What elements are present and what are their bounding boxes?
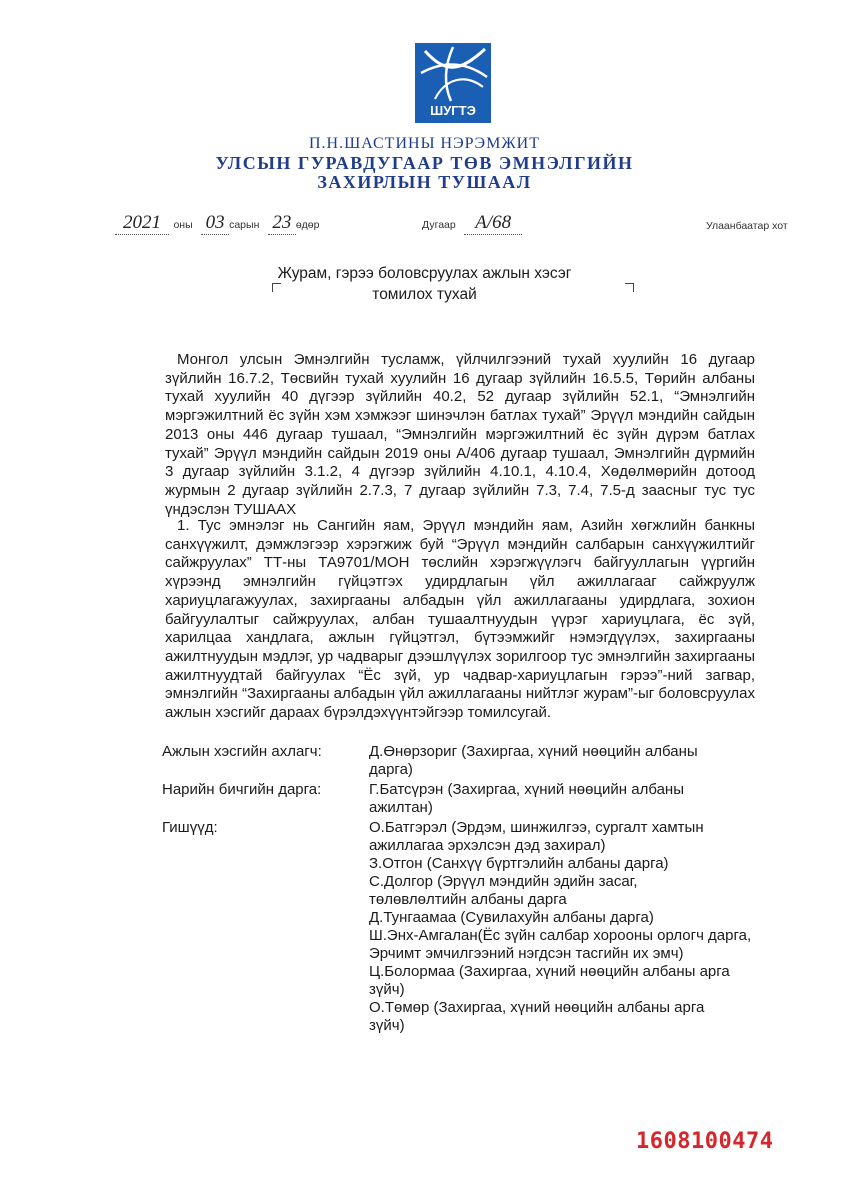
member-line: ажиллагаа эрхэлсэн дэд захирал) [369, 837, 606, 854]
date-month-suffix: сарын [229, 219, 260, 231]
date-row [115, 212, 319, 235]
head-line-1: Д.Өнөрзориг (Захиргаа, хүний нөөцийн албаны [369, 743, 698, 760]
logo-text: ШУГТЭ [430, 103, 476, 118]
members-list [369, 819, 809, 1035]
member-line: Д.Тунгаамаа (Сувилахуйн албаны дарга) [369, 909, 654, 926]
header-line-2: УЛСЫН ГУРАВДУГААР ТӨВ ЭМНЭЛГИЙН [215, 153, 634, 173]
date-month: 03 [201, 212, 229, 235]
header-line-3: ЗАХИРЛЫН ТУШААЛ [317, 172, 532, 192]
secretary-name [369, 781, 769, 817]
order-title-line-1: Журам, гэрээ боловсруулах ажлын хэсэг [277, 265, 572, 282]
order-title [0, 263, 849, 305]
number-label: Дугаар [422, 219, 456, 231]
member-line: С.Долгор (Эрүүл мэндийн эдийн засаг, [369, 873, 638, 890]
order-number-row [422, 212, 522, 235]
city-label: Улаанбаатар хот [706, 220, 788, 232]
date-year-suffix: оны [173, 219, 193, 231]
order-title-line-2: томилох тухай [372, 286, 477, 303]
hospital-logo [415, 43, 491, 123]
head-line-2: дарга) [369, 761, 413, 778]
serial-number: 1608100474 [636, 1129, 774, 1154]
secretary-line-2: ажилтан) [369, 799, 433, 816]
head-label: Ажлын хэсгийн ахлагч: [162, 743, 322, 760]
secretary-line-1: Г.Батсүрэн (Захиргаа, хүний нөөцийн албаны [369, 781, 684, 798]
member-line: З.Отгон (Санхүү бүртгэлийн албаны дарга) [369, 855, 669, 872]
date-day: 23 [268, 212, 296, 235]
head-name [369, 743, 769, 779]
header-line-1: П.Н.ШАСТИНЫ НЭРЭМЖИТ [309, 135, 540, 152]
date-year: 2021 [115, 212, 169, 235]
member-line: Эрчимт эмчилгээний нэгдсэн тасгийн их эмч) [369, 945, 684, 962]
member-line: төлөвлөлтийн албаны дарга [369, 891, 567, 908]
member-line: О.Батгэрэл (Эрдэм, шинжилгээ, сургалт хамтын [369, 819, 704, 836]
secretary-label: Нарийн бичгийн дарга: [162, 781, 322, 798]
members-label: Гишүүд: [162, 819, 218, 836]
order-number: A/68 [464, 212, 522, 235]
member-line: Ц.Болормаа (Захиргаа, хүний нөөцийн албаны арга [369, 963, 730, 980]
member-line: О.Төмөр (Захиргаа, хүний нөөцийн албаны арга [369, 999, 705, 1016]
member-line: Ш.Энх-Амгалан(Ёс зүйн салбар хорооны орлогч дарга, [369, 927, 752, 944]
member-line: зүйч) [369, 981, 405, 998]
date-day-suffix: өдөр [295, 219, 320, 231]
clause-1-paragraph: 1. Тус эмнэлэг нь Сангийн яам, Эрүүл мэндийн яам, Азийн хөгжлийн банкны санхүүжилт, дэмжлэгээр хэрэгжиж буй “Эрүүл мэндийн салбарын санхүүжилтийг сайжруулах” ТТ-ны ТА9701/МОН төслийн хэрэгжүүлэгч байгууллагын үүргийн хүрээнд эмнэлгийн гүйцэтгэх удирдлагын үйл ажиллагааг сайжруулж хариуцлагажуулах, захиргааны албадын үйл ажиллагааны удирдлага, зохион байгуулалтыг сайжруулах, албан тушаалтнуудын үүрэг хариуцлага, ёс зүй, харилцаа хандлага, ажлын гүйцэтгэл, бүтээмжийг нэмэгдүүлэх, захиргааны ажилтнуудын мэдлэг, ур чадварыг дээшлүүлэх зорилгоор тус эмнэлгийн захиргааны ажилтнуудтай байгуулах “Ёс зүй, ур чадвар-хариуцлагын гэрээ”-ний загвар, эмнэлгийн “Захиргааны албадын үйл ажиллагааны нийтлэг журам”-ыг боловсруулах ажлын хэсгийг дараах бүрэлдэхүүнтэйгээр томилсугай. [165, 517, 755, 722]
member-line: зүйч) [369, 1017, 405, 1034]
preamble-paragraph: Монгол улсын Эмнэлгийн тусламж, үйлчилгээний тухай хуулийн 16 дугаар зүйлийн 16.7.2, Төсвийн тухай хуулийн 16 дугаар зүйлийн 16.5.5, Төрийн албаны тухай хуулийн 40 дүгээр зүйлийн 40.2, 52 дугаар зүйлийн 52.1, “Эмнэлгийн мэргэжилтний ёс зүйн хэм хэмжээг шинэчлэн батлах тухай” Эрүүл мэндийн сайдын 2013 оны 446 дугаар тушаал, “Эмнэлгийн мэргэжилтний ёс зүйн дүрэм батлах тухай” Эрүүл мэндийн сайдын 2019 оны А/406 дугаар тушаал, Эмнэлгийн дүрмийн 3 дугаар зүйлийн 3.1.2, 4 дүгээр зүйлийн 4.10.1, 4.10.4, Хөдөлмөрийн дотоод журмын 2 дугаар зүйлийн 2.7.3, 7 дугаар зүйлийн 7.3, 7.4, 7.5-д заасныг тус тус үндэслэн ТУШААХ [165, 351, 755, 518]
